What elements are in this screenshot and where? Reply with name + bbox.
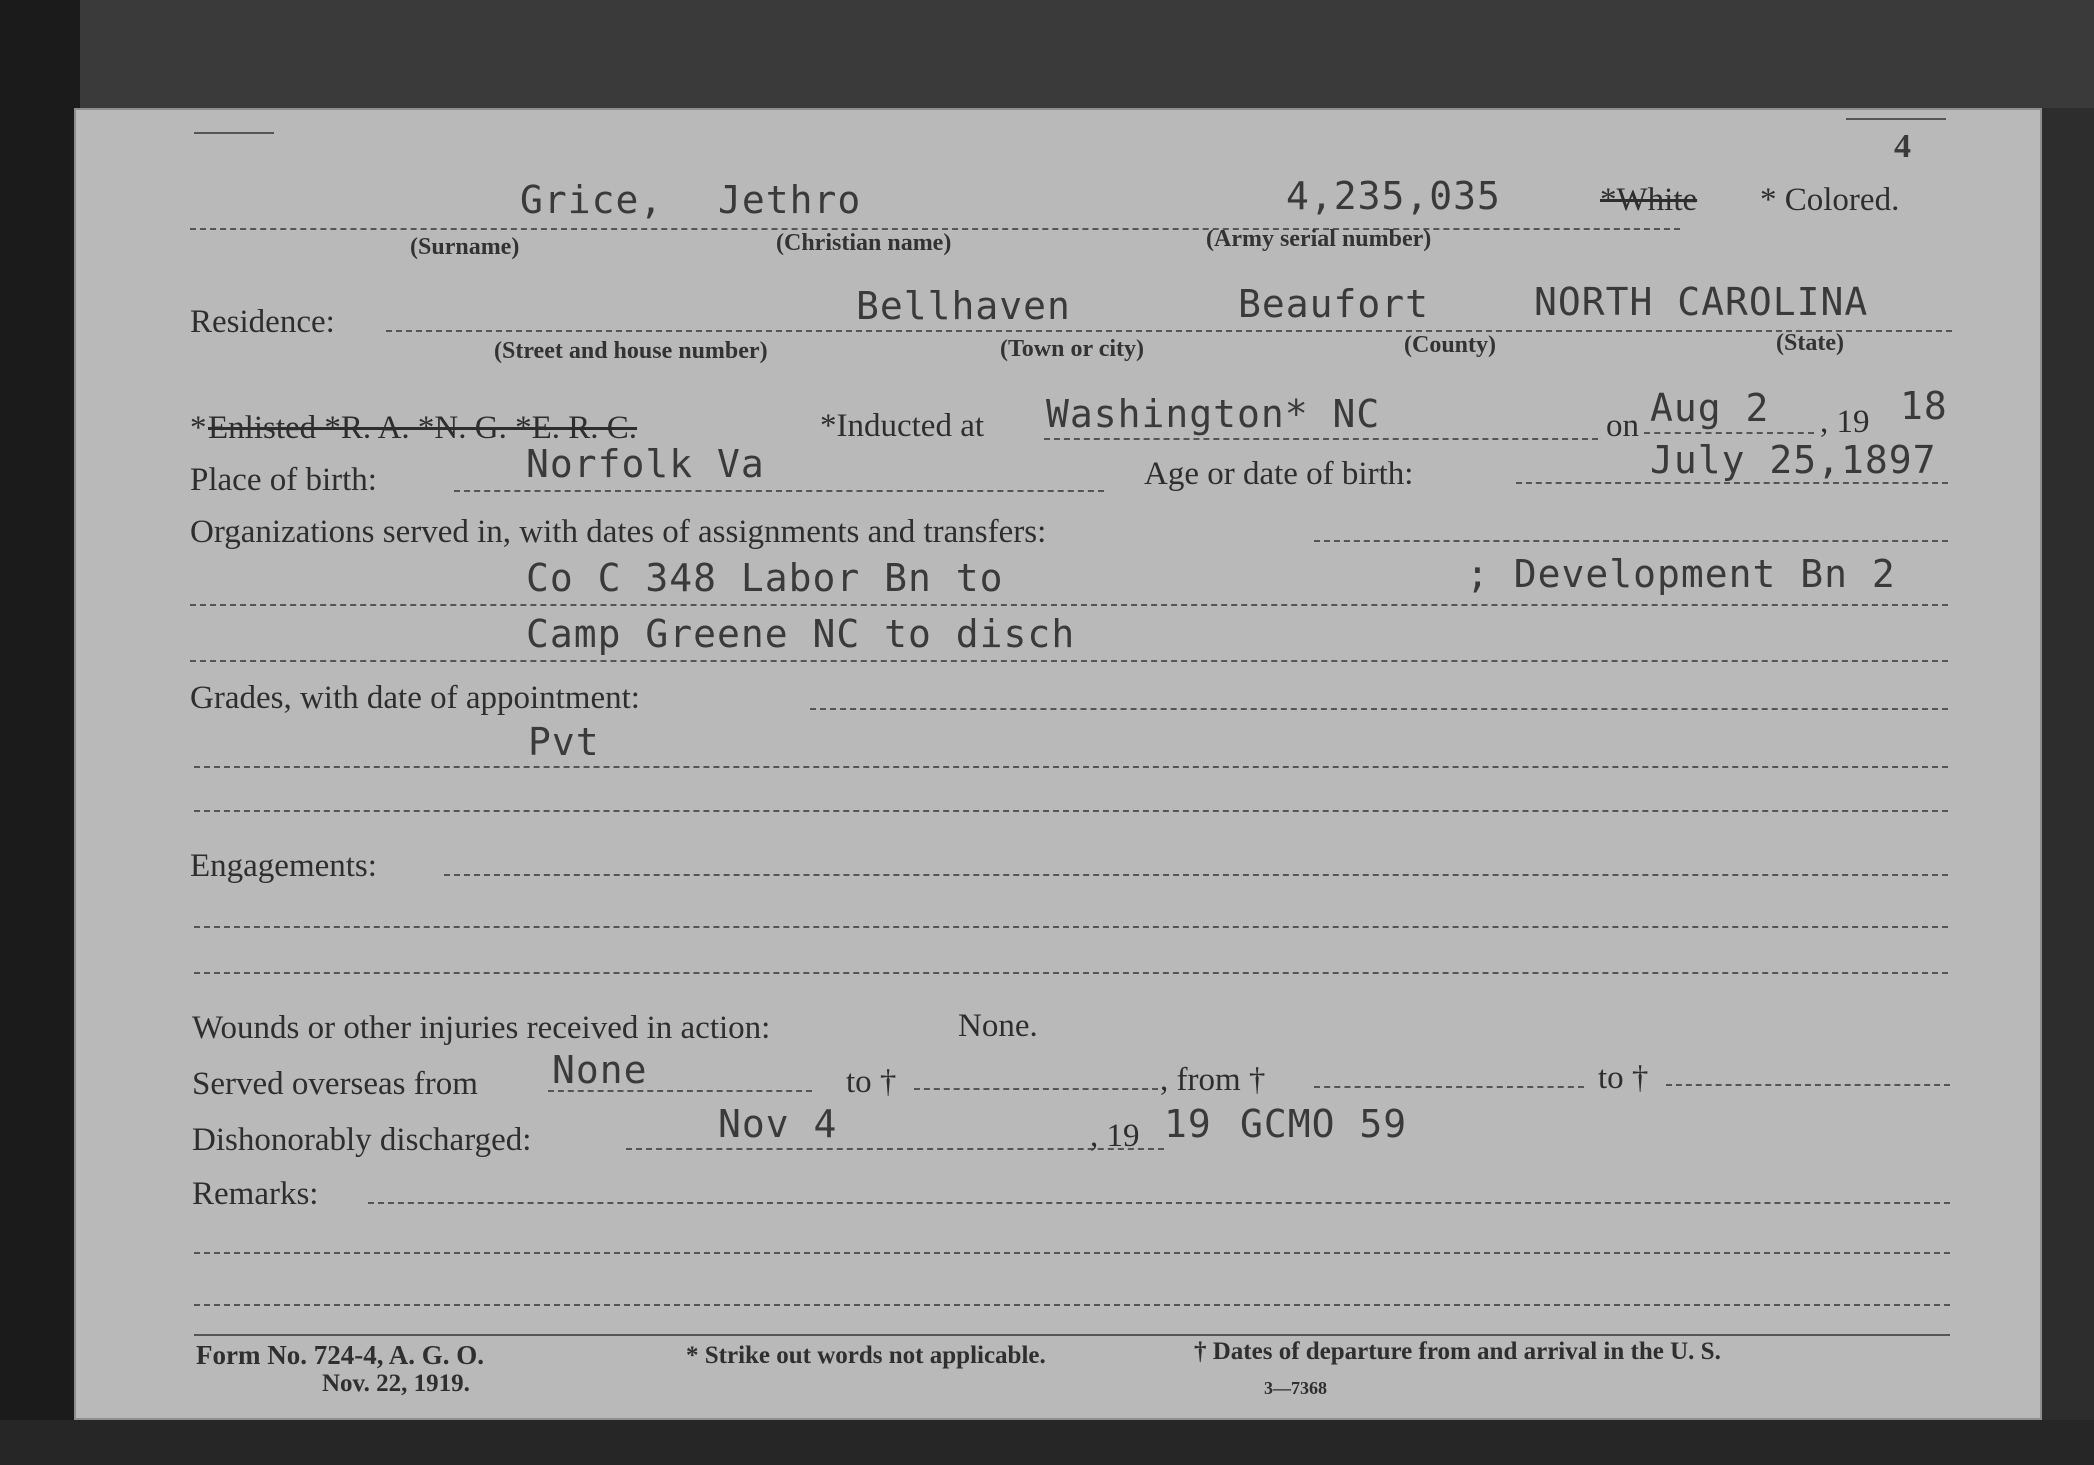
remarks-label: Remarks:	[192, 1176, 319, 1212]
overseas-from-label: , from †	[1160, 1062, 1266, 1098]
inducted-on-label: on	[1606, 408, 1639, 444]
inducted-at-label: *Inducted at	[820, 408, 985, 444]
form-date: Nov. 22, 1919.	[322, 1370, 470, 1397]
birth-date-line	[1516, 482, 1948, 484]
residence-state: NORTH CAROLINA	[1534, 280, 1869, 324]
inducted-place: Washington* NC	[1046, 392, 1381, 436]
enlisted-options-struck: Enlisted *R. A. *N. G. *E. R. C.	[208, 410, 638, 446]
organizations-entry-2: Camp Greene NC to disch	[526, 612, 1076, 656]
birth-date-label: Age or date of birth:	[1144, 456, 1414, 492]
engagements-line-1	[444, 874, 1948, 876]
organizations-entry-1: Co C 348 Labor Bn to	[526, 556, 1004, 600]
residence-town: Bellhaven	[856, 284, 1071, 328]
discharge-date-line	[626, 1148, 1164, 1150]
christian-name-value: Jethro	[718, 178, 862, 222]
army-serial-caption: (Army serial number)	[1206, 226, 1432, 252]
discharge-year: 19	[1164, 1102, 1212, 1146]
overseas-to-line-1	[914, 1088, 1158, 1090]
grades-line-2	[194, 810, 1948, 812]
engagements-line-2	[194, 926, 1948, 928]
remarks-line-2	[194, 1252, 1950, 1254]
street-caption: (Street and house number)	[494, 338, 768, 364]
grades-line-1	[194, 766, 1948, 768]
residence-county: Beaufort	[1238, 282, 1430, 326]
footnote-strike-out: * Strike out words not applicable.	[686, 1342, 1046, 1369]
engagements-line-3	[194, 972, 1948, 974]
inducted-year: 18	[1900, 384, 1948, 428]
overseas-to-line-2	[1666, 1084, 1950, 1086]
residence-line	[386, 330, 1952, 332]
print-code: 3—7368	[1264, 1378, 1327, 1398]
remarks-line-3	[194, 1304, 1950, 1306]
overseas-from-line-2	[1314, 1086, 1584, 1088]
background-left	[0, 0, 80, 1465]
enlisted-star: *	[190, 410, 207, 446]
birth-place-label: Place of birth:	[190, 462, 377, 498]
footer-rule	[194, 1334, 1950, 1336]
service-record-card	[74, 108, 2042, 1420]
race-white-struck: *White	[1600, 182, 1698, 218]
residence-label: Residence:	[190, 304, 335, 340]
grades-label: Grades, with date of appointment:	[190, 680, 640, 716]
christian-name-caption: (Christian name)	[776, 230, 952, 256]
discharge-order: GCMO 59	[1240, 1102, 1408, 1146]
card-number: 4	[1894, 128, 1912, 165]
surname-caption: (Surname)	[410, 234, 520, 260]
overseas-label: Served overseas from	[192, 1066, 478, 1102]
inducted-place-line	[1044, 438, 1598, 440]
organizations-line-1	[190, 604, 1948, 606]
background-bottom	[0, 1420, 2094, 1465]
town-caption: (Town or city)	[1000, 336, 1144, 362]
wounds-label: Wounds or other injuries received in action:	[192, 1010, 771, 1046]
discharge-date: Nov 4	[718, 1102, 838, 1146]
overseas-value: None	[552, 1048, 648, 1092]
discharge-year-prefix: , 19	[1090, 1118, 1140, 1154]
organizations-label: Organizations served in, with dates of assignments and transfers:	[190, 514, 1047, 550]
inducted-year-prefix: , 19	[1820, 404, 1870, 440]
state-caption: (State)	[1776, 330, 1844, 356]
race-colored: * Colored.	[1760, 182, 1900, 218]
organizations-label-line	[1314, 540, 1948, 542]
grade-value: Pvt	[528, 720, 600, 764]
background-top	[80, 0, 2094, 108]
wounds-value: None.	[958, 1008, 1038, 1044]
engagements-label: Engagements:	[190, 848, 377, 884]
overseas-to-label-2: to †	[1598, 1060, 1649, 1096]
remarks-line-1	[368, 1202, 1950, 1204]
footnote-dates: † Dates of departure from and arrival in the U. S.	[1194, 1338, 1721, 1365]
form-number: Form No. 724-4, A. G. O.	[196, 1340, 484, 1370]
birth-place: Norfolk Va	[526, 442, 765, 486]
army-serial-number: 4,235,035	[1286, 174, 1501, 218]
grades-label-line	[810, 708, 1948, 710]
inducted-date: Aug 2	[1650, 386, 1770, 430]
organizations-line-2	[190, 660, 1948, 662]
organizations-entry-1b: ; Development Bn 2	[1466, 552, 1896, 596]
surname-value: Grice,	[520, 178, 664, 222]
top-left-rule	[194, 132, 274, 134]
inducted-date-line	[1644, 432, 1814, 434]
discharge-label: Dishonorably discharged:	[192, 1122, 532, 1158]
birth-date: July 25,1897	[1650, 438, 1937, 482]
county-caption: (County)	[1404, 332, 1497, 358]
overseas-to-label-1: to †	[846, 1064, 897, 1100]
top-right-rule	[1846, 118, 1946, 120]
birth-place-line	[454, 490, 1104, 492]
